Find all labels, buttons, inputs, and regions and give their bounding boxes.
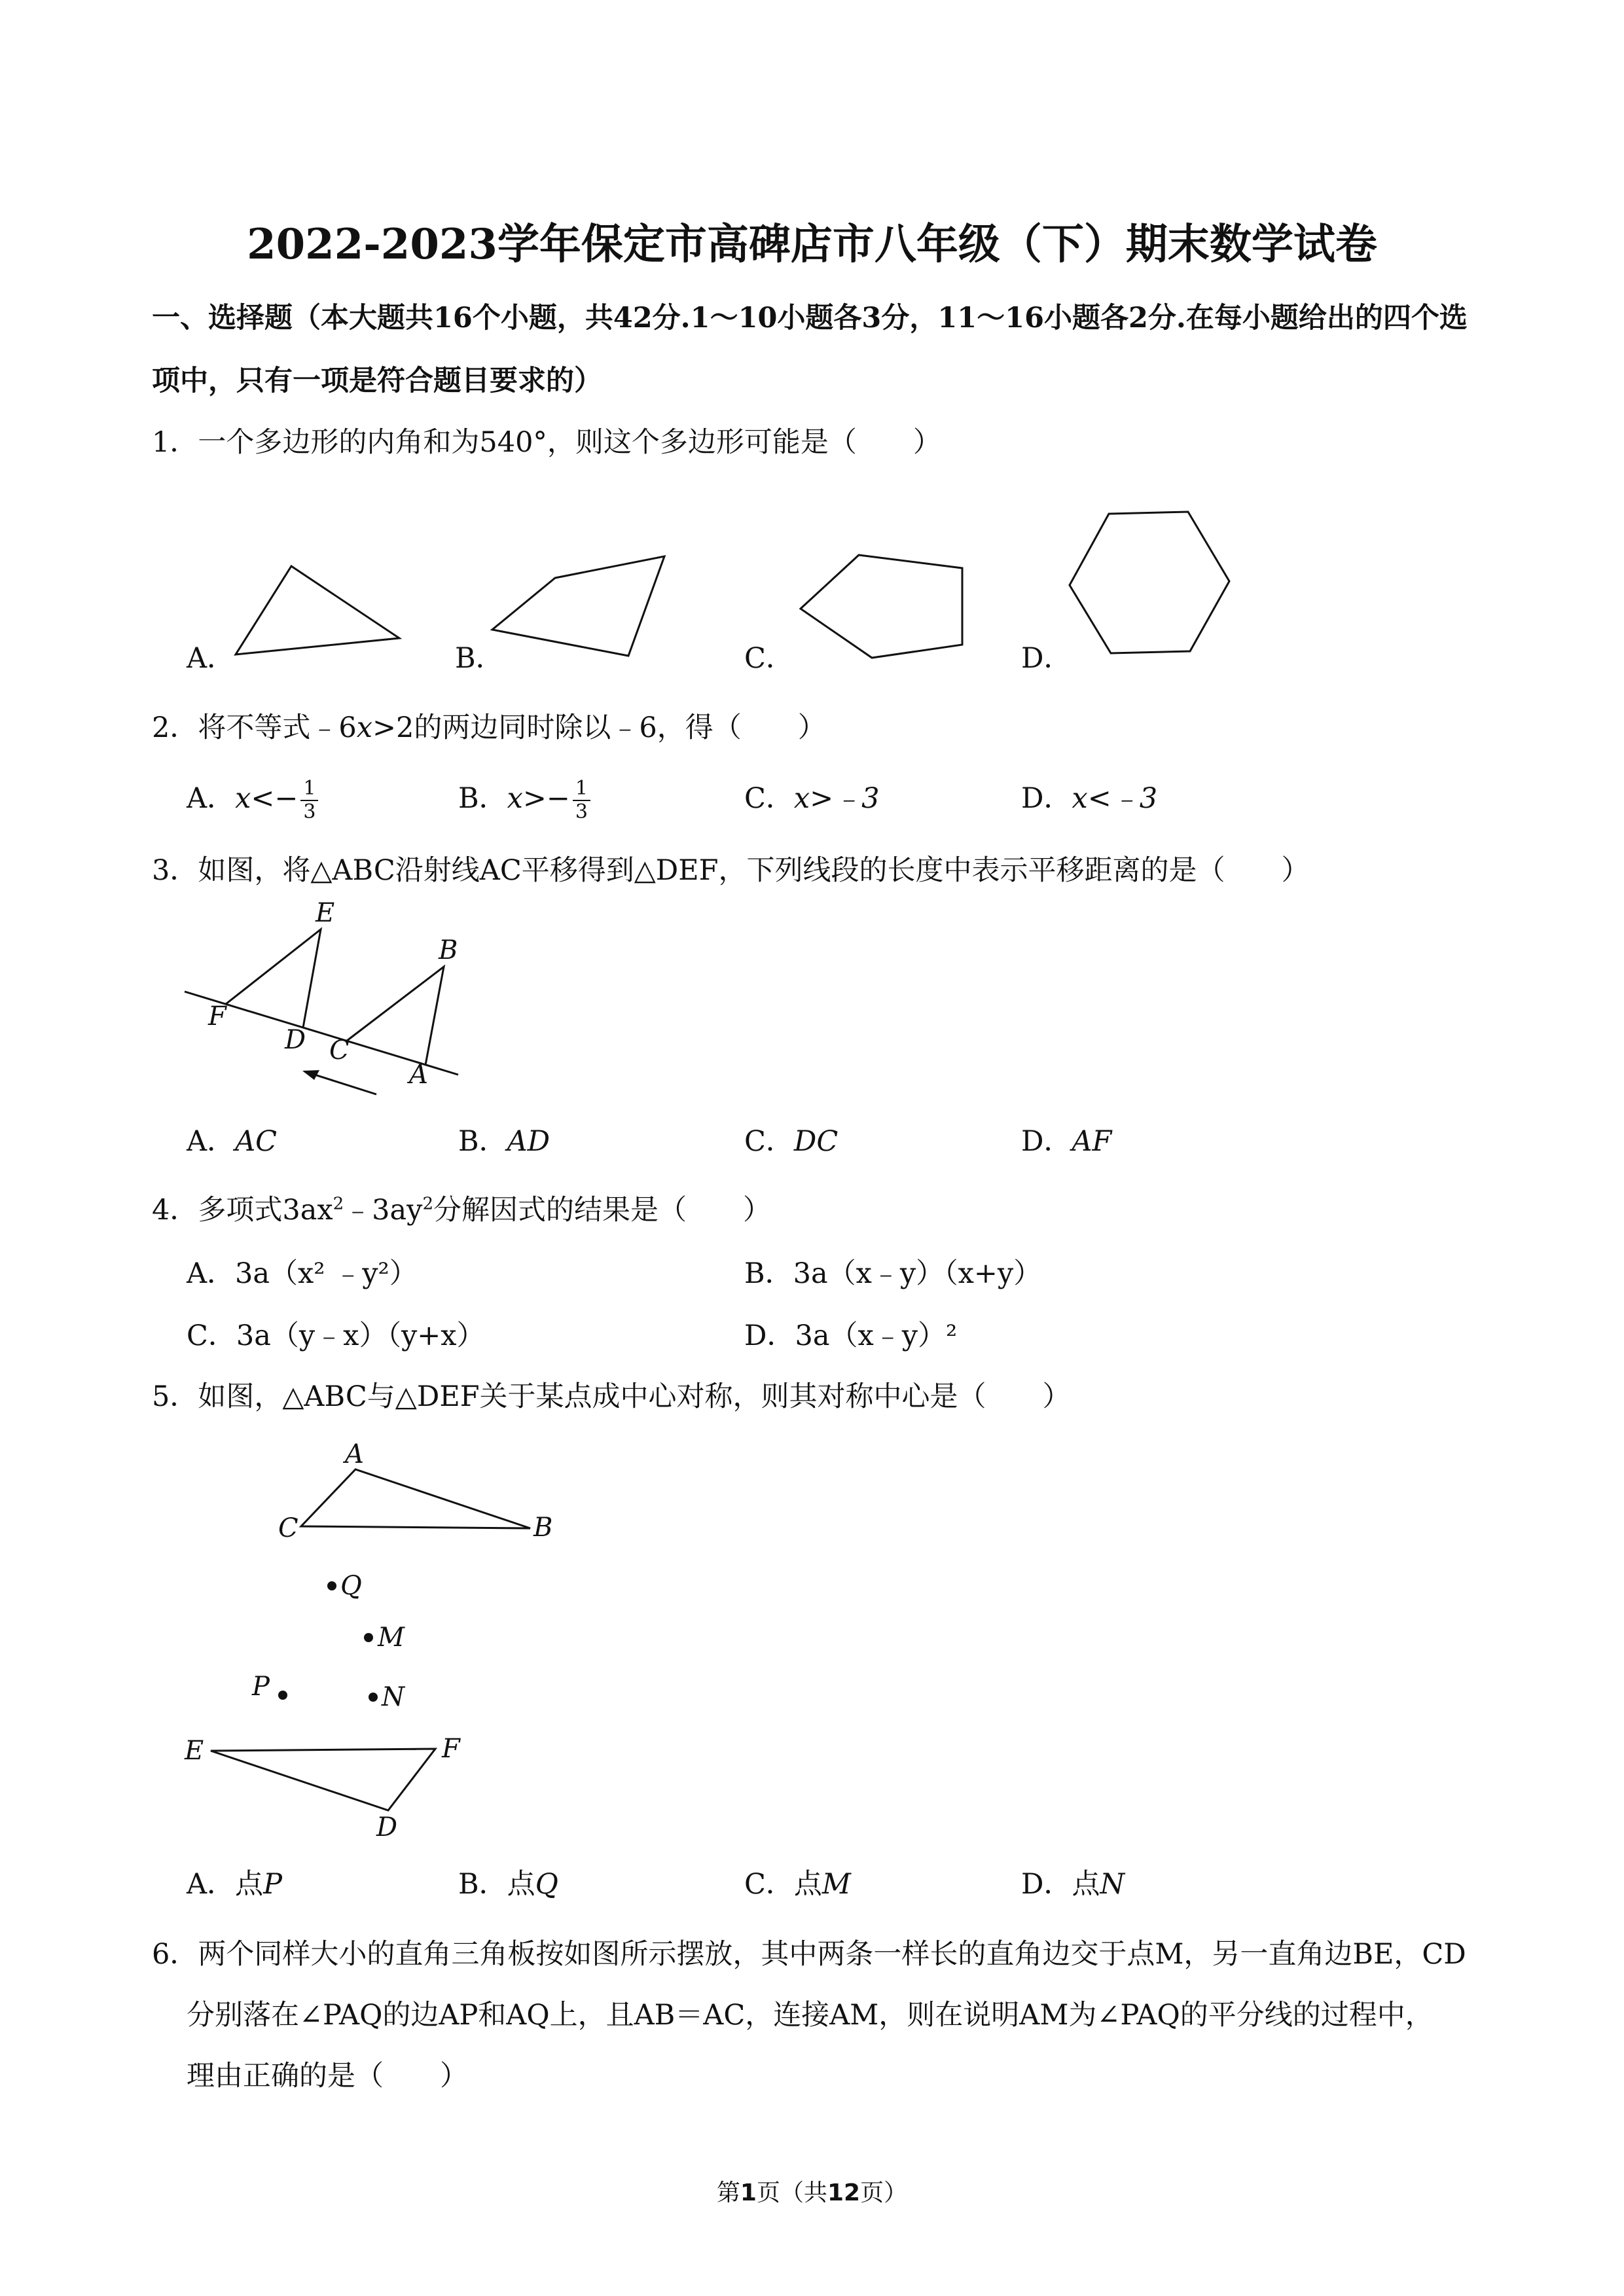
q4-option-b: B．3a（x﹣y）（x+y） <box>744 1257 1042 1290</box>
q3-label-d: D <box>285 1025 306 1055</box>
q5-label-f: F <box>442 1734 460 1764</box>
q2-option-c: C．x>﹣3 <box>744 782 880 815</box>
q3-label-f: F <box>208 1001 226 1031</box>
page-footer: 第1页（共12页） <box>716 2179 908 2206</box>
page-title: 2022-2023学年保定市高碑店市八年级（下）期末数学试卷 <box>247 220 1377 269</box>
q5-label-e: E <box>185 1736 204 1766</box>
question-1-text: 1．一个多边形的内角和为540°，则这个多边形可能是（ ） <box>152 426 941 459</box>
q3-label-a: A <box>409 1060 428 1090</box>
q5-label-p: P <box>252 1672 270 1702</box>
q5-label-d: D <box>376 1812 398 1842</box>
q5-option-c: C．点M <box>744 1868 851 1901</box>
q4-option-c: C．3a（y﹣x）（y+x） <box>187 1319 485 1352</box>
question-5-text: 5．如图，△ABC与△DEF关于某点成中心对称，则其对称中心是（ ） <box>152 1380 1071 1413</box>
q5-label-c: C <box>278 1513 298 1543</box>
q1-option-b: B． <box>455 642 504 675</box>
q5-option-d: D．点N <box>1021 1868 1125 1901</box>
q3-label-c: C <box>329 1035 350 1066</box>
question-4-text: 4．多项式$3ax^2﹣3ay^2$分解因式的结果是（ ） <box>152 1194 771 1227</box>
q5-label-q: Q <box>340 1571 362 1601</box>
q4-option-d: D．3a（x﹣y）² <box>744 1319 958 1352</box>
section-header-line1: 一、选择题（本大题共16个小题，共42分.1～10小题各3分，11～16小题各2分.在每小题给出的四个选 <box>152 302 1468 334</box>
q3-label-b: B <box>439 935 458 965</box>
q3-option-b: B．AD <box>458 1125 550 1158</box>
q1-option-c: C． <box>744 642 794 675</box>
q2-option-d: D．x<﹣3 <box>1021 782 1158 815</box>
q5-label-n: N <box>382 1682 405 1712</box>
q5-option-a: A．点P <box>187 1868 282 1901</box>
q3-option-c: C．DC <box>744 1125 839 1158</box>
q4-option-a: A．3a（x² ﹣y²） <box>187 1257 418 1290</box>
q2-option-b: B．x>− $\frac{1}{3}$ <box>458 776 590 823</box>
q3-label-e: E <box>316 898 335 928</box>
question-6-line1: 6．两个同样大小的直角三角板按如图所示摆放，其中两条一样长的直角边交于点M，另一直角边BE，CD <box>152 1938 1466 1971</box>
q2-option-a: A．x<− $\frac{1}{3}$ <box>187 776 318 823</box>
q5-label-a: A <box>345 1439 364 1469</box>
q1-option-a: A． <box>187 642 236 675</box>
q3-option-a: A．AC <box>187 1125 278 1158</box>
q3-option-d: D．AF <box>1021 1125 1112 1158</box>
section-header-line2: 项中，只有一项是符合题目要求的） <box>152 365 602 397</box>
q5-label-m: M <box>378 1623 405 1653</box>
question-2-text: 2．将不等式﹣6x>2的两边同时除以﹣6，得（ ） <box>152 711 826 744</box>
q5-option-b: B．点Q <box>458 1868 558 1901</box>
q5-label-b: B <box>533 1513 553 1543</box>
question-3-text: 3．如图，将△ABC沿射线AC平移得到△DEF，下列线段的长度中表示平移距离的是（ ） <box>152 854 1310 887</box>
q1-option-d: D． <box>1021 642 1072 675</box>
question-6-line2: 分别落在∠PAQ的边AP和AQ上，且AB＝AC，连接AM，则在说明AM为∠PAQ的平分线的过程中， <box>187 1999 1434 2032</box>
question-6-line3: 理由正确的是（ ） <box>187 2060 468 2092</box>
